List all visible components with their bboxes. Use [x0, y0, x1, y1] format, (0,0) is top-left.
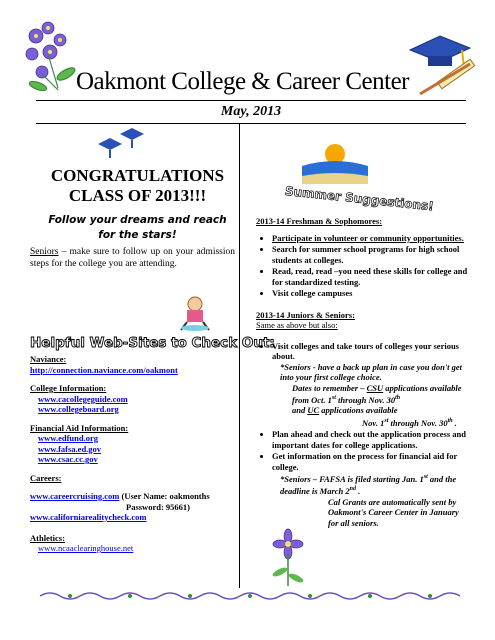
juniors-heading: 2013-14 Juniors & Seniors:	[256, 309, 355, 320]
graduation-cap-icon	[400, 20, 480, 100]
juniors-list	[256, 341, 468, 529]
ncaa-link[interactable]: www.ncaaclearinghouse.net	[38, 543, 134, 553]
juniors-subheading: Same as above but also:	[256, 320, 338, 330]
list-item: • Plan ahead and check out the application process and important dates for college applications.	[272, 429, 468, 450]
follow-line-1: Follow your dreams and reach	[48, 214, 227, 226]
uc-dates-2: through Nov. 30	[388, 417, 448, 428]
congrats-line-2: CLASS OF 2013!!!	[68, 186, 207, 205]
list-item: • Participate in volunteer or community opportunities.	[272, 233, 468, 244]
uc-label: UC	[307, 405, 320, 416]
cartoon-student-icon	[175, 292, 215, 332]
dates-note: Dates to remember – CSU applications available from Oct. 1st through Nov. 30th and UC applications available Nov. 1st through Nov. 30th .	[292, 382, 462, 428]
links-list	[30, 354, 235, 554]
naviance-link[interactable]: http://connection.naviance.com/oakmont	[30, 364, 178, 375]
right-column	[256, 216, 468, 529]
issue-date: May, 2013	[220, 104, 282, 119]
follow-line-2: for the stars!	[98, 229, 177, 241]
college-info-label: College Information:	[30, 383, 107, 393]
list-item: • Read, read, read –you need these skills for college and for standardized testing.	[272, 266, 468, 287]
uc-dates: Nov. 1	[362, 417, 385, 428]
careers-username: (User Name: oakmonths	[119, 491, 210, 501]
list-item: • Search for summer school programs for high school students at colleges.	[272, 244, 468, 265]
freshman-heading: 2013-14 Freshman & Sophomores:	[256, 216, 383, 226]
fafsa-link[interactable]: www.fafsa.ed.gov	[38, 443, 102, 454]
list-item	[272, 341, 468, 429]
decorative-vine-border	[40, 590, 460, 602]
date-banner	[36, 100, 466, 124]
dates-remember: Dates to remember –	[292, 382, 367, 393]
csu-label: CSU	[366, 382, 384, 393]
graduation-caps-icon	[94, 124, 149, 164]
seniors-backup-note: *Seniors - have a back up plan in case you don't get into your first college choice.	[280, 361, 463, 382]
careercruising-link[interactable]: www.careercruising.com	[30, 491, 120, 501]
freshman-list	[256, 233, 468, 299]
financial-aid-label: Financial Aid Information:	[30, 422, 129, 433]
naviance-label: Naviance:	[30, 354, 67, 364]
info-item: Get information on the process for financial aid for college.	[272, 451, 458, 472]
seniors-paragraph	[30, 246, 235, 270]
fafsa-text-2: and the deadline is March 2	[280, 473, 457, 497]
helpful-heading-text: Helpful Web-Sites to Check Out:	[30, 335, 275, 351]
and-text: and	[292, 405, 308, 416]
congratulations-heading	[30, 166, 245, 206]
visit-item: Visit colleges and take tours of colleges your serious about.	[272, 340, 459, 361]
csac-link[interactable]: www.csac.cc.gov	[38, 454, 98, 464]
summer-heading-text: Summer Suggestions!	[284, 183, 435, 214]
list-item	[272, 451, 468, 528]
careers-password: Password: 95661)	[126, 501, 190, 512]
cacollegeguide-link[interactable]: www.cacollegeguide.com	[38, 393, 128, 404]
seniors-text: – make sure to follow up on your admission steps for the college you are attending.	[30, 247, 235, 269]
flower-icon	[268, 528, 308, 588]
collegeboard-link[interactable]: www.collegeboard.org	[38, 404, 119, 414]
seniors-label: Seniors	[30, 247, 59, 257]
fafsa-note: *Seniors – FAFSA is filed starting Jan. 1st and the deadline is March 2nd .	[280, 473, 457, 497]
summer-beach-icon	[300, 126, 370, 186]
csu-text-2: through Nov. 30	[335, 394, 396, 405]
summer-suggestions-heading	[283, 180, 435, 214]
calgrants-note: Cal Grants are automatically sent by Oakmont's Career Center in January for all seniors.	[328, 496, 459, 528]
fafsa-text: *Seniors – FAFSA is filed starting Jan. 1	[280, 473, 424, 484]
helpful-websites-heading	[28, 330, 275, 357]
californiarealitycheck-link[interactable]: www.californiarealitycheck.com	[30, 512, 147, 522]
page-title: Oakmont College & Career Center	[76, 68, 409, 95]
uc-text: applications available	[319, 405, 398, 416]
congrats-line-1: CONGRATULATIONS	[50, 166, 225, 185]
careers-label: Careers:	[30, 472, 62, 483]
follow-dreams-text	[30, 213, 245, 243]
csu-text: applications available from Oct. 1	[292, 382, 462, 405]
edfund-link[interactable]: www.edfund.org	[38, 433, 98, 443]
list-item: • Visit college campuses	[272, 288, 468, 299]
athletics-label: Athletics:	[30, 532, 65, 543]
